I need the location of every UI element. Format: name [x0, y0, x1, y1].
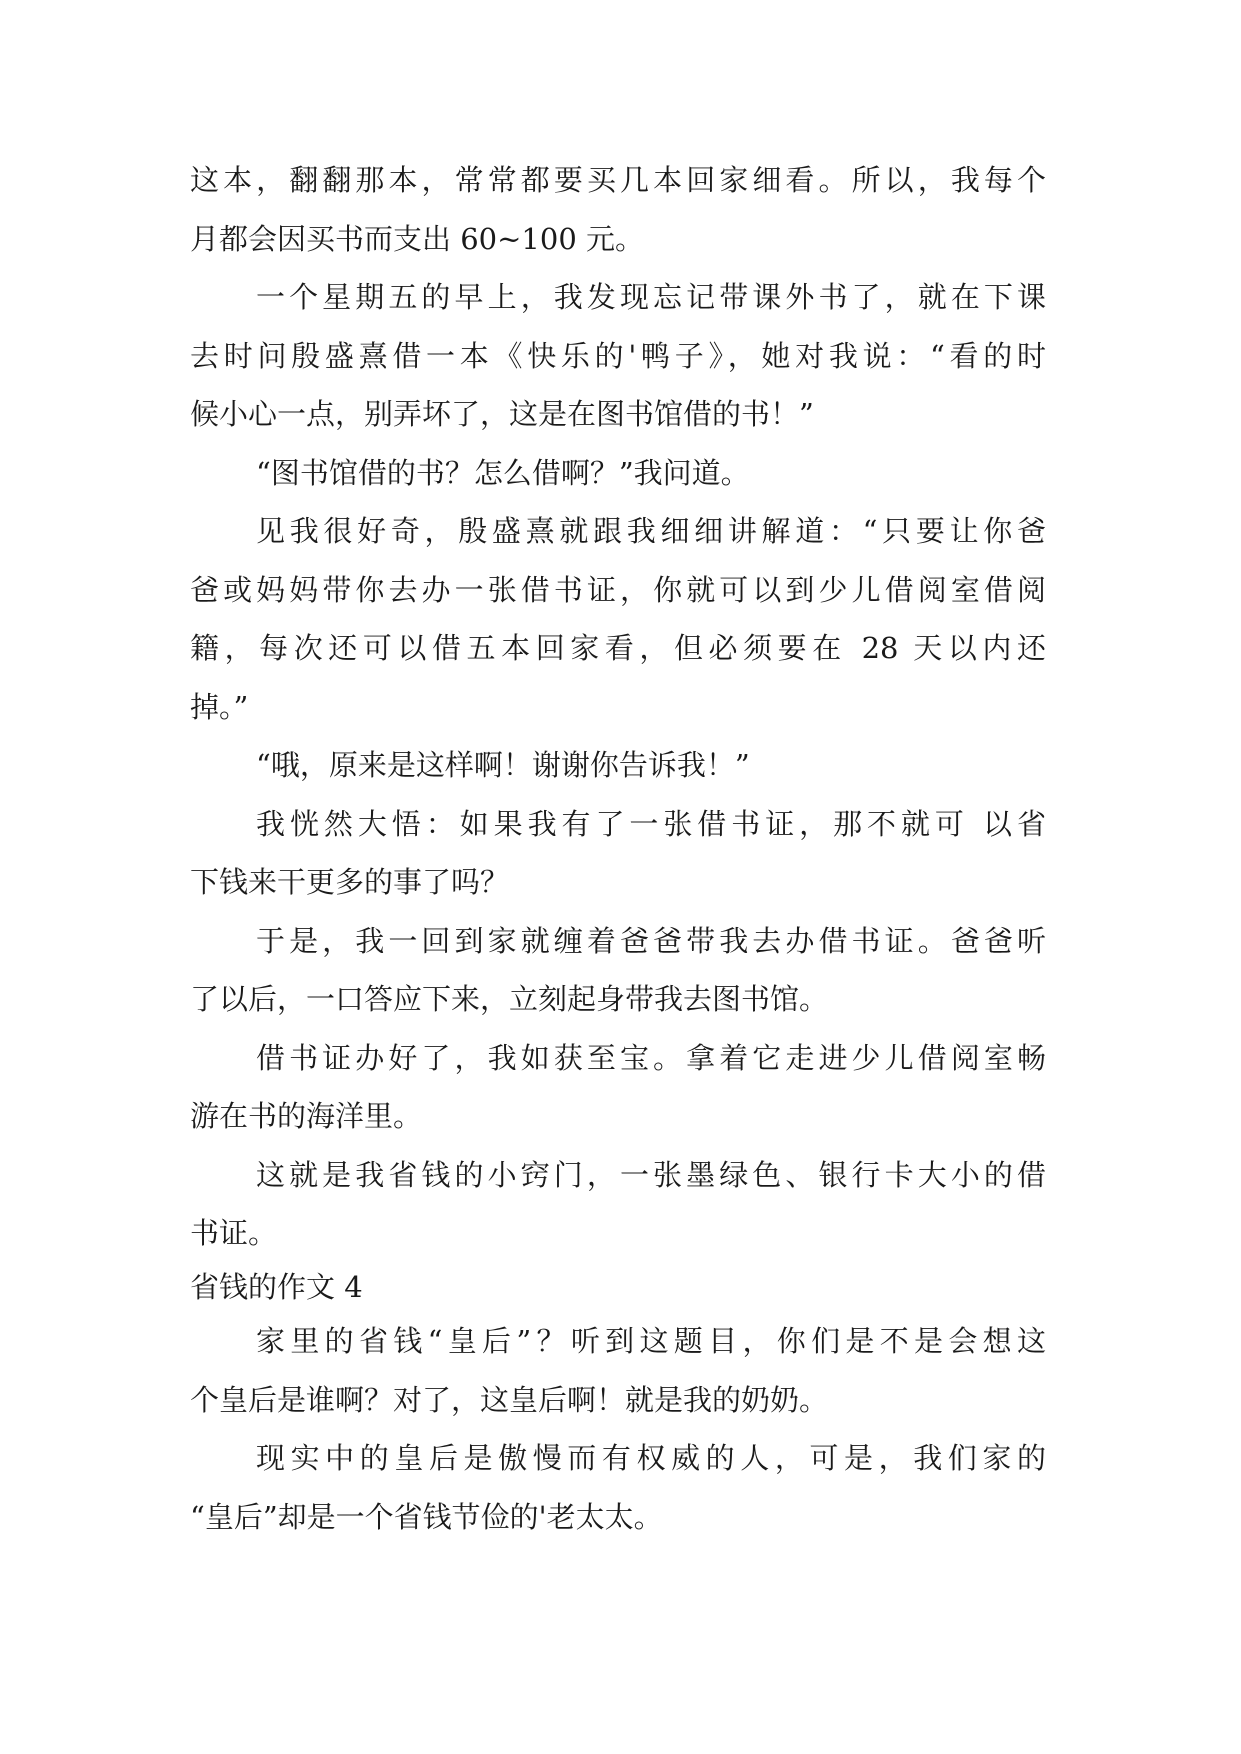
- text-line: 于是，我一回到家就缠着爸爸带我去办借书证。爸爸听: [256, 924, 1046, 958]
- text-line: 借书证办好了，我如获至宝。拿着它走进少儿借阅室畅: [256, 1041, 1046, 1075]
- text-line: 游在书的海洋里。: [190, 1099, 423, 1133]
- text-line: 了以后，一口答应下来，立刻起身带我去图书馆。: [190, 982, 829, 1016]
- text-line: 掉。”: [190, 690, 249, 724]
- text-line: 下钱来干更多的事了吗？: [190, 865, 510, 899]
- text-line: 我恍然大悟：如果我有了一张借书证，那不就可 以省: [256, 807, 1046, 841]
- text-line: 书证。: [190, 1216, 278, 1250]
- text-line: 见我很好奇，殷盛熹就跟我细细讲解道：“只要让你爸: [256, 514, 1046, 548]
- section-heading: 省钱的作文 4: [190, 1270, 363, 1304]
- text-line: “图书馆借的书？怎么借啊？”我问道。: [256, 456, 750, 490]
- text-line: 现实中的皇后是傲慢而有权威的人，可是，我们家的: [256, 1441, 1046, 1475]
- text-line: “皇后”却是一个省钱节俭的'老太太。: [190, 1500, 663, 1534]
- text-line: 月都会因买书而支出 60~100 元。: [190, 222, 644, 256]
- text-line: 一个星期五的早上，我发现忘记带课外书了，就在下课: [256, 280, 1046, 314]
- text-line: 籍，每次还可以借五本回家看，但必须要在 28 天以内还: [190, 631, 1046, 665]
- text-line: 个皇后是谁啊？对了，这皇后啊！就是我的奶奶。: [190, 1383, 829, 1417]
- text-line: 候小心一点，别弄坏了，这是在图书馆借的书！”: [190, 397, 814, 431]
- text-line: “哦，原来是这样啊！谢谢你告诉我！”: [256, 748, 750, 782]
- text-line: 这本，翻翻那本，常常都要买几本回家细看。所以，我每个: [190, 163, 1046, 197]
- text-line: 爸或妈妈带你去办一张借书证，你就可以到少儿借阅室借阅: [190, 573, 1046, 607]
- text-line: 家里的省钱“皇后”？听到这题目，你们是不是会想这: [256, 1324, 1046, 1358]
- text-line: 去时问殷盛熹借一本《快乐的'鸭子》，她对我说：“看的时: [190, 339, 1046, 373]
- text-line: 这就是我省钱的小窍门，一张墨绿色、银行卡大小的借: [256, 1158, 1046, 1192]
